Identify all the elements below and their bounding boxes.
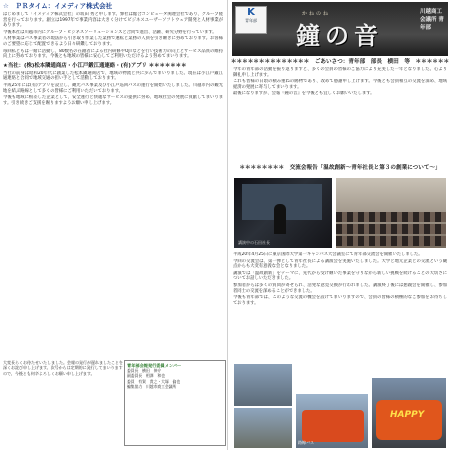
column-divider [227,0,228,450]
masthead-banner [232,2,448,56]
event-photo [234,408,292,448]
paragraph: これも皆様の日頃の積み重ねの賜物であり、改めて感謝申し上げます。今後とも会員相互の交流を深め、地域経済の発展に寄与してまいります。 [233,79,447,90]
right-column [230,0,450,450]
company-body [0,71,226,107]
masthead-title: 鐘の音 [296,21,383,50]
event-photo [234,364,292,406]
committee-title: 青年部会報発行委員メンバー [127,363,182,368]
paragraph: 人材事業はバス事業者の現法から引き取り作業した業務で運転と業務の人員を引き継ぎに努めております。お客様のご要望に応じて配置できるよう日々研鑽しております。 [3,36,223,47]
bus-photo [296,394,368,448]
greeting-body [230,67,450,97]
masthead-kana: かねのね [302,11,331,17]
notice-text: 大変長らくお待たせいたしました。会報の発行が遅れましたことを深くお詫び申し上げます。次号からは定期的に発行してまいりますので、今後とも何卒よろしくお願い申し上げます。 [3,360,123,376]
committee-box [124,360,226,446]
bus-shape [376,400,442,440]
paragraph: 毎回私どもは一緒に活動し、80数名の在籍者による社内研修やOJTなどを行い技術力の向上とサービス品質の維持向上に努めております。今後とも地域の皆様に安心してご利用いただけるよう努めてまいります。 [3,48,223,60]
company-heading: ★当社：(株)松本隣通商店・小江戸鍛江通連絡・(有)アプリ ＊＊＊＊＊＊＊ [3,62,187,69]
bus-livery-text: HAPPY [390,410,425,420]
paragraph: 今後も地域に根差した企業として、安全運行と快適なサービスの提供に努め、地域社会の発展に貢献してまいります。引き続きご支援を賜りますようお願い申し上げます。 [3,95,223,106]
paragraph: 講演では「温故創新」をテーマに、先代から受け継いだ事業を守りながら新しい挑戦を続けることの大切さについてお話しいただきました。 [233,270,447,282]
speaker-silhouette [274,204,286,234]
bus-photo-large [372,378,446,448]
logo-letter: K [247,7,255,18]
report-body [230,252,450,362]
paragraph: 当社の前身は昭和20年代に創業した松本隣通商店で、地域の物流と共に歩んでまいりました。現在は小江戸鍛江通連絡と合同で地域交通の担い手として活動しております。 [3,70,223,82]
paragraph: 今回の交流会は、第一弾として青年社長による講演会を実施いたしました。大学と地元企業との交流という観点からも大変有意義な会となりました。 [233,258,447,270]
bus-shape [302,410,364,442]
greeting-heading: ＊＊＊＊＊＊＊＊＊＊＊＊＊＊ ごあいさつ：青年部 部長 横田 等 ＊＊＊＊＊＊ [230,59,450,65]
paragraph: 今年の青年部の活動を振り返りますと、多くの会員の皆様のご協力により充実した一年となりました。心より御礼申し上げます。 [233,67,447,78]
paragraph: 今後も青年部では、このような交流の機会を設けてまいりますので、会員の皆様の積極的なご参加をお待ちしております。 [233,295,447,306]
chamber-logo [235,6,267,34]
paragraph: 参加者からは多くの質問が寄せられ、活発な意見交換が行われました。講演終了後には懇親会を開催し、参加者同士の交流を深めることができました。 [233,282,447,294]
lecture-photo [234,178,332,248]
paragraph: 今後本社は川越市内にグループ・ビジネスソーリューションズと合同で進出、活躍、研究分野を行っています。 [3,29,217,35]
paragraph: 最後になりますが、会報『鐘の音』を今後とも宜しくお願いいたします。 [233,91,375,97]
paragraph: 平成20年4月25日に東京国際大学第一キャンパス大会議室にて青年部交流会を開催いたしました。 [233,252,423,257]
committee-line: 委員長 横田 伸介 [127,368,162,374]
logo-caption: 青年部 [245,18,257,23]
audience-row [336,224,446,234]
report-heading: ＊＊＊＊＊＊＊＊ 交流会報告「温故創新～青年社長と第３の創業について～」 [239,165,441,171]
pr-intro [0,12,226,60]
committee-line: 編集協力 川越市商工会議所 [127,383,177,389]
audience-row [336,212,446,222]
bus-caption: 路線バス [298,440,314,445]
lecture-caption: 講演中の石田社長 [238,240,270,245]
paragraph: 平成25年には(有)アプリを設立し、観光バス事業及び小江戸巡回バスの運行を開始いたしました。川越市内の観光地を結ぶ路線として多くの皆様にご利用いただいております。 [3,82,223,94]
committee-line: 副委員長 相澤 和也 [127,373,165,379]
paragraph: はじめまして「イメディア株式会社」の坂田 秀と申します。弊社は総合コンピュータ関連会社であり、グループ経営を行っております。創立は1997年で事業内容は大きく分けてビジネスユーザーソフトウェア開発と人材事業があります。 [3,12,223,29]
audience-photo [336,178,446,248]
committee-line: 委員 有賀 貴之・大塚 倫也 [127,378,181,384]
audience-row [336,236,446,246]
masthead-side-text: 川越商工会議所 青年部 [420,9,444,31]
pr-heading: ☆ ＰＲタイム：イメディア株式会社 [3,2,113,10]
